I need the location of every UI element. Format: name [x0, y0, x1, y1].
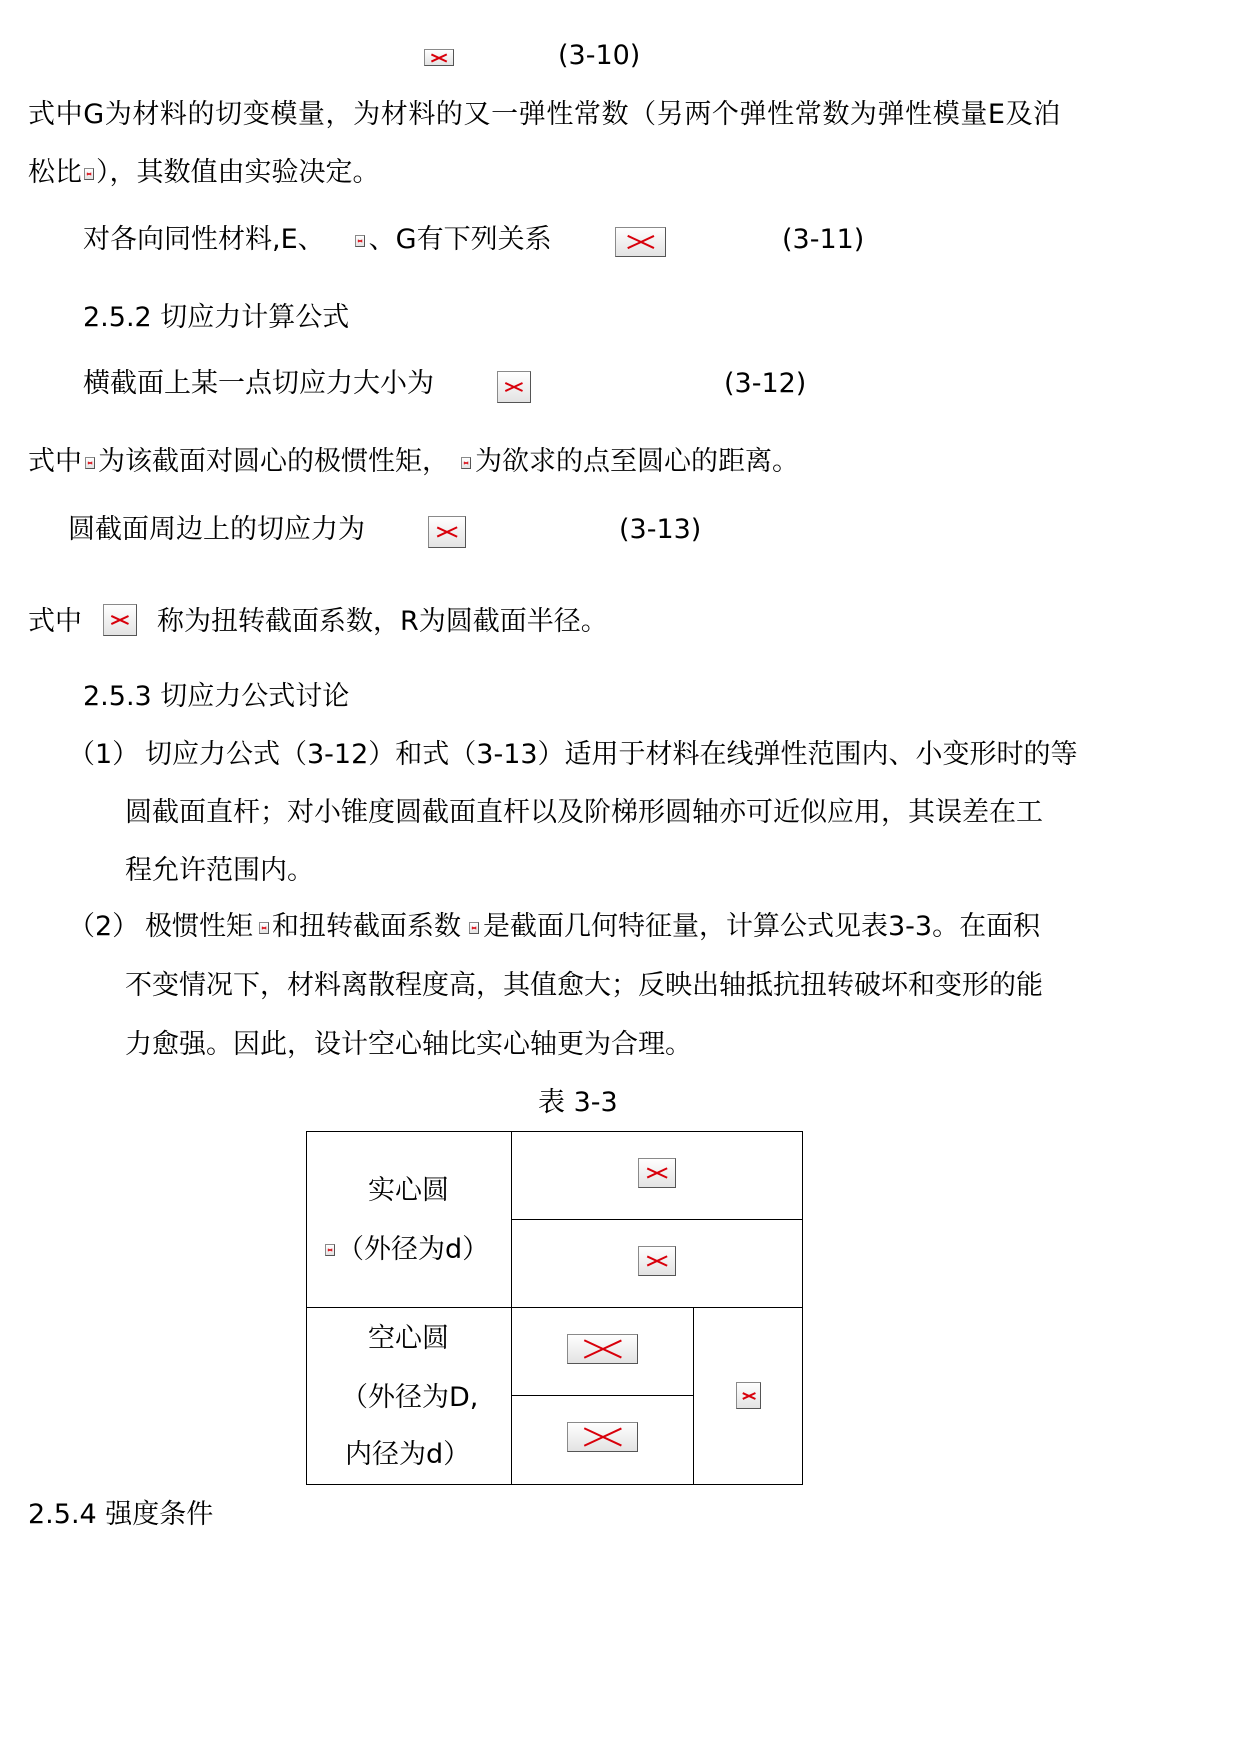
- table-cell-hollow-label: 空心圆: [368, 1323, 449, 1354]
- hollow-torsion-modulus-formula-image: [567, 1422, 638, 1452]
- list-item-line: [125, 968, 1080, 1004]
- table-divider: [307, 1307, 802, 1308]
- section-heading-2-5-4: 2.5.4 强度条件: [28, 1499, 214, 1530]
- list-item-text: 是截面几何特征量，计算公式见表3-3。在面积: [483, 911, 1041, 942]
- paragraph-line: 称为扭转截面系数，R为圆截面半径。: [157, 606, 608, 637]
- equation-number-3-13: (3-13): [619, 514, 702, 545]
- list-item-line: 力愈强。因此，设计空心轴比实心轴更为合理。: [125, 1029, 692, 1060]
- equation-line-3-12: 横截面上某一点切应力大小为: [83, 368, 434, 399]
- paragraph-text: ），其数值由实验决定。: [96, 157, 380, 188]
- table-caption: 表 3-3: [538, 1087, 618, 1118]
- radius-symbol-image: [461, 457, 471, 469]
- list-item-line: [125, 795, 1080, 831]
- list-item-text: 切应力公式（3-12）和式（3-13）适用于材料在线弹性范围内、小变形时的等: [145, 739, 1078, 770]
- equation-line-3-13: 圆截面周边上的切应力为: [68, 514, 365, 545]
- cross-section-symbol-image: [325, 1244, 335, 1256]
- table-divider: [511, 1132, 512, 1484]
- solid-polar-moment-formula-image: [638, 1158, 676, 1188]
- equation-text: 、G有下列关系: [368, 224, 552, 255]
- solid-torsion-modulus-formula-image: [638, 1246, 676, 1276]
- section-properties-table: [306, 1131, 803, 1485]
- table-cell-hollow-sub: （外径为D,: [341, 1382, 479, 1413]
- list-item-line: 程允许范围内。: [125, 855, 314, 886]
- table-cell-hollow-sub: 内径为d）: [345, 1439, 471, 1470]
- paragraph-line: [28, 155, 380, 191]
- alpha-ratio-formula-image: [736, 1382, 761, 1409]
- poisson-symbol-image: [84, 168, 94, 180]
- polar-moment-symbol-image: [259, 922, 269, 934]
- paragraph-line: [28, 444, 799, 480]
- hollow-polar-moment-formula-image: [567, 1334, 638, 1364]
- list-item-line: [145, 909, 1040, 945]
- list-item-text: 和扭转截面系数: [272, 911, 461, 942]
- paragraph-text: 式中: [28, 446, 82, 477]
- equation-text: 对各向同性材料,E、: [83, 224, 325, 255]
- list-item-text: 不变情况下，材料离散程度高，其值愈大；反映出轴抵抗扭转破坏和变形的能: [125, 970, 1043, 1001]
- table-cell-solid-label: 实心圆: [368, 1175, 449, 1206]
- list-item-text: 圆截面直杆；对小锥度圆截面直杆以及阶梯形圆轴亦可近似应用，其误差在工: [125, 797, 1043, 828]
- list-item-line: [145, 737, 1080, 773]
- equation-number-3-11: (3-11): [782, 224, 865, 255]
- table-divider: [511, 1219, 802, 1220]
- section-heading-2-5-3: 2.5.3 切应力公式讨论: [83, 681, 350, 712]
- poisson-symbol-image: [355, 235, 365, 247]
- equation-line-3-11: [83, 222, 552, 258]
- torsion-modulus-symbol-image: [103, 604, 137, 636]
- table-cell-solid-sub: （外径为d）: [337, 1234, 490, 1265]
- paragraph-text: 松比: [28, 157, 82, 188]
- formula-image-3-11: [615, 227, 666, 257]
- paragraph-line: [28, 97, 1080, 133]
- paragraph-text: 式中G为材料的切变模量，为材料的又一弹性常数（另两个弹性常数为弹性模量E及泊: [28, 99, 1061, 130]
- formula-image-3-13: [428, 516, 466, 548]
- list-item-text: 极惯性矩: [145, 911, 253, 942]
- formula-image-3-12: [497, 371, 531, 403]
- formula-image-3-10: [424, 49, 454, 66]
- section-heading-2-5-2: 2.5.2 切应力计算公式: [83, 302, 350, 333]
- paragraph-text: 为该截面对圆心的极惯性矩，: [98, 446, 449, 477]
- paragraph-text: 为欲求的点至圆心的距离。: [475, 446, 799, 477]
- list-item-marker: （1）: [68, 739, 140, 770]
- polar-moment-symbol-image: [85, 457, 95, 469]
- torsion-modulus-symbol-image: [469, 922, 479, 934]
- list-item-marker: （2）: [68, 911, 140, 942]
- equation-number-3-10: (3-10): [558, 40, 641, 71]
- table-divider: [511, 1395, 694, 1396]
- paragraph-line: 式中: [28, 606, 82, 637]
- equation-number-3-12: (3-12): [724, 368, 807, 399]
